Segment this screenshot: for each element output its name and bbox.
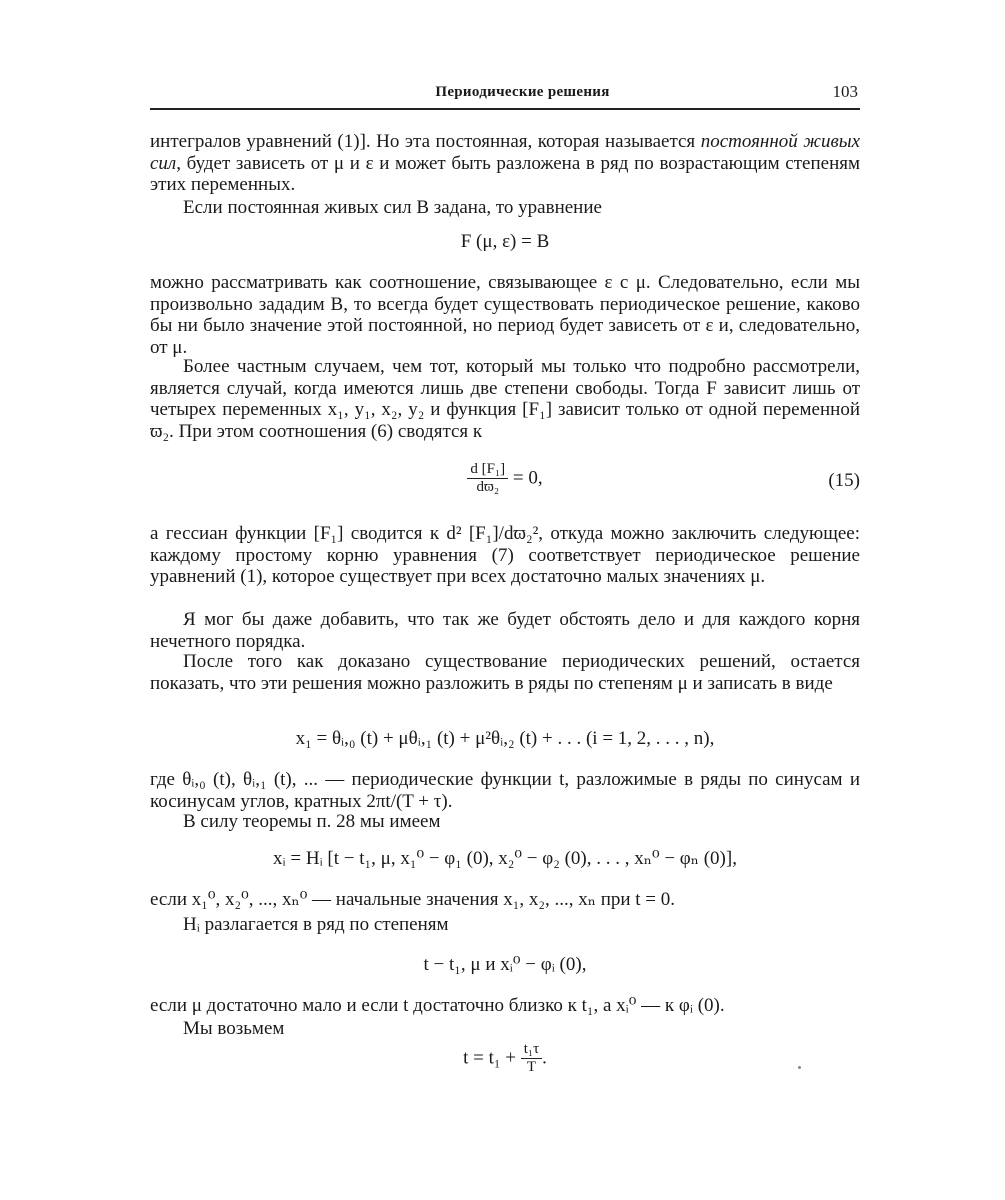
equation-f-mu-eps: F (μ, ε) = B (460, 231, 550, 252)
fraction: $\frac{\text{t₁τ}}{T}$ (521, 1042, 542, 1075)
fraction: $\frac{\text{d [F₁]}}{\text{dϖ₂}}$ (467, 462, 508, 495)
paragraph-12: если μ достаточно мало и если t достаточно близко к t₁, а xᵢ⁰ — к φᵢ (0). (150, 995, 725, 1016)
paragraph-11: Hᵢ разлагается в ряд по степеням (183, 914, 449, 935)
equation-15: $\frac{\text{d [F₁]}}{\text{dϖ₂}}$ = 0, (15) (150, 462, 860, 502)
print-speck (798, 1066, 801, 1069)
paragraph-1: интегралов уравнений (1)]. Но эта постоянная, которая называется постоянной живых сил, будет зависеть от μ и ε и может быть разложена в ряд по возрастающим степеням этих переменных. (150, 131, 860, 196)
equation-t-definition: t = t₁ + $\frac{\text{t₁τ}}{T}$ . (463, 1041, 547, 1075)
equation-variables: t − t₁, μ и xᵢ⁰ − φᵢ (0), (423, 954, 587, 975)
paragraph-13: Мы возьмем (183, 1018, 285, 1039)
page-number: 103 (832, 82, 858, 101)
paragraph-4: Более частным случаем, чем тот, который мы только что подробно рассмотрели, является случай, когда имеются лишь две степени свободы. Тогда F зависит лишь от четырех переменных x₁, y₁, x₂, y₂ и функция [F₁] зависит только от одной переменной ϖ₂. При этом соотношения (6) сводятся к (150, 356, 860, 442)
term-live-force-constant: постоянной живых сил, (150, 131, 860, 174)
paragraph-8: где θᵢ,₀ (t), θᵢ,₁ (t), ... — периодические функции t, разложимые в ряды по синусам и косинусам углов, кратных 2πt/(T + τ). (150, 769, 860, 812)
paragraph-7: После того как доказано существование периодических решений, остается показать, что эти решения можно разложить в ряды по степеням μ и записать в виде (150, 651, 860, 694)
running-header (150, 80, 860, 110)
running-title: Периодические решения (435, 84, 610, 100)
paragraph-5: а гессиан функции [F₁] сводится к d² [F₁]/dϖ₂², откуда можно заключить следующее: каждому простому корню уравнения (7) соответствует периодическое решение уравнений (1), которое существует при всех достаточно малых значениях μ. (150, 523, 860, 588)
paragraph-6: Я мог бы даже добавить, что так же будет обстоять дело и для каждого корня нечетного порядка. (150, 609, 860, 652)
equation-number: (15) (828, 470, 860, 491)
paragraph-2: Если постоянная живых сил B задана, то уравнение (183, 197, 602, 218)
equation-hi: xᵢ = Hᵢ [t − t₁, μ, x₁⁰ − φ₁ (0), x₂⁰ − φ₂ (0), . . . , xₙ⁰ − φₙ (0)], (273, 848, 737, 869)
paragraph-10: если x₁⁰, x₂⁰, ..., xₙ⁰ — начальные значения x₁, x₂, ..., xₙ при t = 0. (150, 889, 676, 910)
paragraph-3: можно рассматривать как соотношение, связывающее ε с μ. Следовательно, если мы произвольно зададим B, то всегда будет существовать периодическое решение, каково бы ни было значение этой постоянной, но период будет зависеть от ε и, следовательно, от μ. (150, 272, 860, 358)
equation-series-expansion: x₁ = θᵢ,₀ (t) + μθᵢ,₁ (t) + μ²θᵢ,₂ (t) + . . . (i = 1, 2, . . . , n), (295, 728, 715, 749)
paragraph-9: В силу теоремы п. 28 мы имеем (183, 811, 441, 832)
